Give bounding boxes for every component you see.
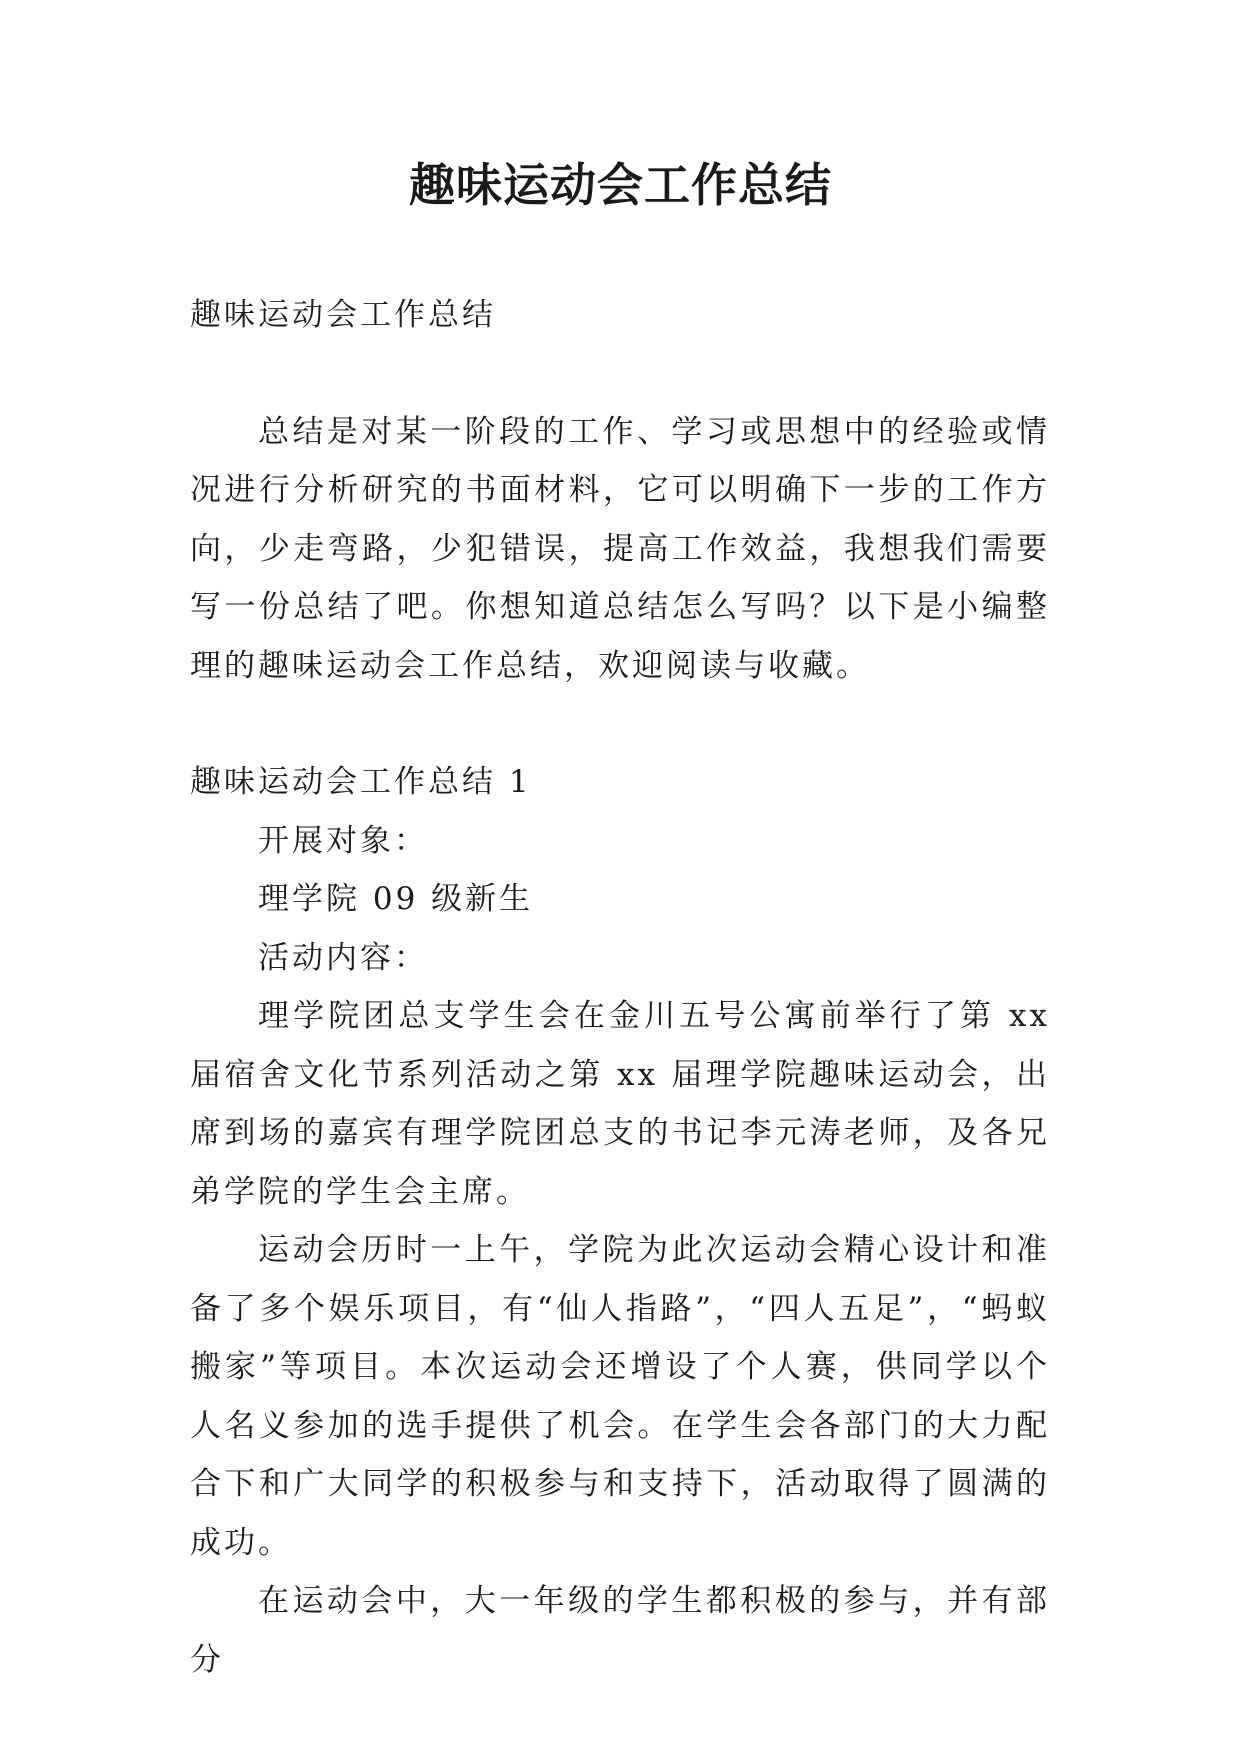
body-paragraph-3: 在运动会中，大一年级的学生都积极的参与，并有部分	[190, 1583, 1050, 1678]
document-body	[190, 286, 1050, 1689]
body-paragraph-1: 理学院团总支学生会在金川五号公寓前举行了第 xx 届宿舍文化节系列活动之第 xx 届理学院趣味运动会，出席到场的嘉宾有理学院团总支的书记李元涛老师，及各兄弟学院的学生会主席。	[190, 998, 1050, 1210]
body-paragraph-2: 运动会历时一上午，学院为此次运动会精心设计和准备了多个娱乐项目，有“仙人指路”，“四人五足”，“蚂蚁搬家”等项目。本次运动会还增设了个人赛，供同学以个人名义参加的选手提供了机会。在学生会各部门的大力配合下和广大同学的积极参与和支持下，活动取得了圆满的成功。	[190, 1232, 1050, 1561]
target-value: 理学院 09 级新生	[258, 881, 534, 917]
document-title: 趣味运动会工作总结	[409, 158, 832, 212]
section-heading: 趣味运动会工作总结 1	[190, 764, 532, 800]
content-label: 活动内容：	[258, 939, 428, 976]
target-label: 开展对象：	[258, 822, 428, 859]
intro-paragraph: 总结是对某一阶段的工作、学习或思想中的经验或情况进行分析研究的书面材料，它可以明确下一步的工作方向，少走弯路，少犯错误，提高工作效益，我想我们需要写一份总结了吧。你想知道总结怎么写吗？以下是小编整理的趣味运动会工作总结，欢迎阅读与收藏。	[190, 413, 1050, 684]
subtitle-line: 趣味运动会工作总结	[190, 297, 496, 333]
